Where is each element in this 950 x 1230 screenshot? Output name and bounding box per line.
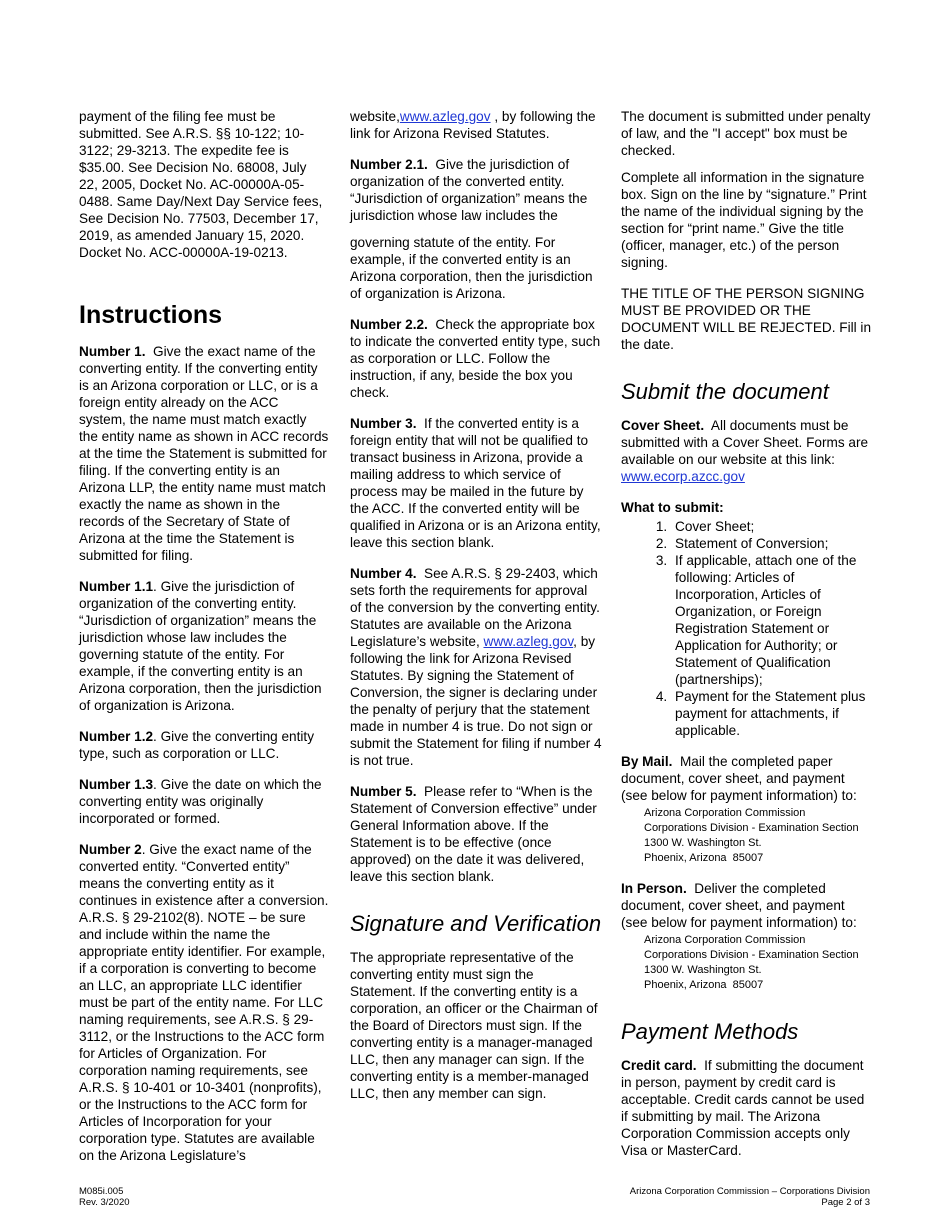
label: Number 1.3 [79,777,154,792]
instruction-number-2-1 [350,156,602,224]
label: Number 5. [350,784,417,799]
text: If the converted entity is a foreign entity that will not be qualified to transact business in Arizona, provide a mailing address to which service of process may be mailed in the future by the ACC. If the converted entity will be qualified in Arizona or is an Arizona entity, leave this section blank. [350,416,601,550]
text: If submitting the document in person, payment by credit card is acceptable. Credit cards cannot be used if submitting by mail. The Arizona Corporation Commission accepts only Visa or MasterCard. [621,1058,865,1158]
instruction-number-4 [350,565,602,769]
text: Check the appropriate box to indicate the converted entity type, such as corporation or LLC. Follow the instruction, if any, beside the box you check. [350,317,601,400]
instruction-number-1-1 [79,578,329,714]
label: By Mail. [621,754,673,769]
column-right [621,108,873,1173]
person-address [644,933,873,993]
text: Deliver the completed document, cover sheet, and payment (see below for payment information) to: [621,881,857,930]
text: All documents must be submitted with a Cover Sheet. Forms are available on our website at this link: [621,418,869,467]
list-item: 4. Payment for the Statement plus payment for attachments, if applicable. [671,688,873,739]
label: Number 1.2 [79,729,154,744]
column-middle [350,108,602,1116]
address-line: Arizona Corporation Commission [644,934,806,946]
website-paragraph [350,108,602,142]
text: . Give the jurisdiction of organization of the converting entity. “Jurisdiction of organization” means the jurisdiction whose law includes the governing statute of the entity. For example, if the converting entity is an Arizona corporation, then the jurisdiction of organization is Arizona. [79,579,322,713]
address-line: Corporations Division - Examination Section [644,822,859,834]
signature-paragraph: The appropriate representative of the converting entity must sign the Statement. If the converting entity is a corporation, an officer or the Chairman of the Board of Directors must sign. If the converting entity is a manager-managed LLC, then any manager can sign. If the converting entity is a member-managed LLC, then any member can sign. [350,950,598,1101]
list-item: 2. Statement of Conversion; [671,535,873,552]
instruction-number-1 [79,343,329,564]
instruction-number-5 [350,783,602,885]
revision: Rev. 3/2020 [79,1197,130,1208]
instruction-number-1-2 [79,728,329,762]
column-left [79,108,329,1178]
form-code: M085i.005 [79,1186,124,1197]
text: , by following the link for Arizona Revised Statutes. [350,109,596,141]
azleg-link[interactable]: www.azleg.gov [399,109,491,124]
label: Number 2 [79,842,142,857]
text: . Give the converting entity type, such as corporation or LLC. [79,729,314,761]
credit-card-paragraph [621,1057,873,1159]
label: In Person. [621,881,687,896]
footer-right [630,1186,870,1208]
label: Cover Sheet. [621,418,705,433]
mail-address [644,806,873,866]
intro-paragraph: payment of the filing fee must be submitted. See A.R.S. §§ 10-122; 10-3122; 29-3213. The expedite fee is $35.00. See Decision No. 68008, July 22, 2005, Docket No. AC-00000A-05-0488. Same Day/Next Day Service fees, See Decision No. 77503, December 17, 2019, as amended January 15, 2020. Docket No. ACC-00000A-19-0213. [79,109,323,260]
footer-left [79,1186,130,1208]
agency-name: Arizona Corporation Commission – Corporations Division [629,1186,870,1197]
label: Credit card. [621,1058,697,1073]
signature-heading: Signature and Verification [350,911,602,936]
azleg-link[interactable]: www.azleg.gov [483,634,574,649]
address-line: 1300 W. Washington St. [644,964,762,976]
list-item: 1. Cover Sheet; [671,518,873,535]
instruction-number-3 [350,415,602,551]
ecorp-link[interactable]: www.ecorp.azcc.gov [621,469,745,484]
label: Number 3. [350,416,417,431]
list-item: 3. If applicable, attach one of the following: Articles of Incorporation, Articles of Organization, or Foreign Registration Statement or Application for Authority; or Statement of Qualification (partnerships); [671,552,873,688]
instructions-heading: Instructions [79,301,223,329]
instruction-number-2 [79,841,329,1164]
text: . Give the date on which the converting entity was originally incorporated or formed. [79,777,322,826]
text: website, [350,109,400,124]
submit-list [621,518,873,739]
address-line: Arizona Corporation Commission [644,807,806,819]
address-line: Phoenix, Arizona 85007 [644,852,764,864]
address-line: Phoenix, Arizona 85007 [644,979,764,991]
label: Number 2.2. [350,317,428,332]
label: Number 4. [350,566,417,581]
submit-heading: Submit the document [621,379,829,404]
by-mail-paragraph [621,753,873,804]
page-number: Page 2 of 3 [821,1197,870,1208]
what-to-submit-label: What to submit: [621,500,724,515]
address-line: Corporations Division - Examination Section [644,949,859,961]
text: See A.R.S. § 29-2403, which sets forth the requirements for approval of the conversion by the converting entity. Statutes are available on the Arizona Legislature’s website, [350,566,600,649]
text: Mail the completed paper document, cover sheet, and payment (see below for payment information) to: [621,754,857,803]
instruction-number-1-3 [79,776,329,827]
text: Please refer to “When is the Statement of Conversion effective” under General Information above. If the Statement is to be effective (once approved) on the date it was delivered, leave this section blank. [350,784,597,884]
cover-sheet-paragraph [621,417,873,485]
instruction-number-2-2 [350,316,602,401]
title-required-paragraph: THE TITLE OF THE PERSON SIGNING MUST BE PROVIDED OR THE DOCUMENT WILL BE REJECTED. Fill in the date. [621,286,872,352]
text: . Give the exact name of the converted entity. “Converted entity” means the converting entity as it continues in existence after a conversion. A.R.S. § 29-2102(8). NOTE – be sure and include within the name the appropriate entity identifier. For example, if a corporation is converting to become an LLC, an appropriate LLC identifier must be part of the entity name. For LLC naming requirements, see A.R.S. § 29-3112, or the Instructions to the ACC form for Articles of Organization. For corporation naming requirements, see A.R.S. § 10-401 or 10-3401 (nonprofits), or the Instructions to the ACC form for Articles of Incorporation for your corporation type. Statutes are available on the Arizona Legislature’s [79,842,329,1163]
label: Number 1. [79,344,146,359]
penalty-paragraph: The document is submitted under penalty of law, and the "I accept" box must be checked. [621,109,871,158]
payment-heading: Payment Methods [621,1019,799,1044]
signature-box-paragraph: Complete all information in the signature box. Sign on the line by “signature.” Print the name of the individual signing by the section for “print name.” Give the title (officer, manager, etc.) of the person signing. [621,170,867,270]
label: Number 2.1. [350,157,428,172]
in-person-paragraph [621,880,873,931]
text: , by following the link for Arizona Revised Statutes. By signing the Statement of Conversion, the signer is declaring under the penalty of perjury that the statement made in number 4 is true. Do not sign or submit the Statement for filing if number 4 is not true. [350,634,602,768]
text: Give the exact name of the converting entity. If the converting entity is an Arizona corporation or LLC, or is a foreign entity already on the ACC system, the name must match exactly the entity name as shown in ACC records at the time the Statement is submitted for filing. If the converting entity is an Arizona LLP, the entity name must match exactly the name as shown in the records of the Secretary of State of Arizona at the time the Statement is submitted for filing. [79,344,329,563]
text: Give the jurisdiction of organization of the converted entity. “Jurisdiction of organization” means the jurisdiction whose law includes the [350,157,588,223]
address-line: 1300 W. Washington St. [644,837,762,849]
label: Number 1.1 [79,579,154,594]
instruction-number-2-1-continued: governing statute of the entity. For example, if the converted entity is an Arizona corporation, then the jurisdiction of organization is Arizona. [350,235,593,301]
